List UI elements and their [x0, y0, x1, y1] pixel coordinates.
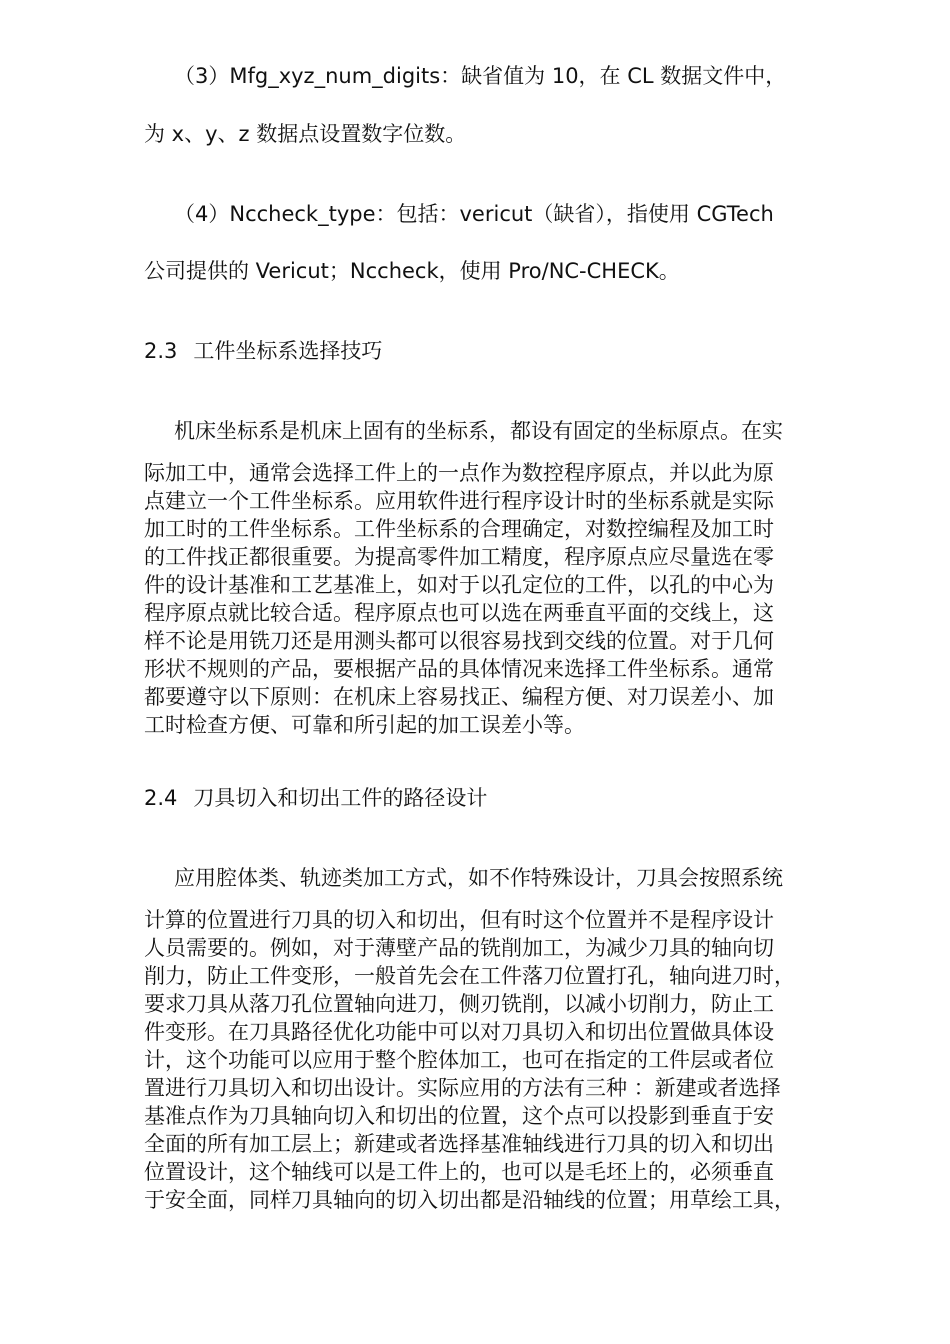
paragraph-line: 件的设计基准和工艺基准上，如对于以孔定位的工件，以孔的中心为: [144, 573, 774, 597]
paragraph-line: 都要遵守以下原则：在机床上容易找正、编程方便、对刀误差小、加: [144, 685, 774, 709]
paragraph-line: 程序原点就比较合适。程序原点也可以选在两垂直平面的交线上，这: [144, 601, 774, 625]
section-title: 刀具切入和切出工件的路径设计: [193, 786, 488, 810]
paragraph-line: 人员需要的。例如，对于薄壁产品的铣削加工，为减少刀具的轴向切: [144, 936, 774, 960]
param-4-line-2: 公司提供的 Vericut；Nccheck，使用 Pro/NC-CHECK。: [144, 259, 680, 283]
paragraph-line: 位置设计，这个轴线可以是工件上的，也可以是毛坯上的，必须垂直: [144, 1160, 774, 1184]
section-number: 2.3: [144, 339, 178, 363]
paragraph-line: 于安全面，同样刀具轴向的切入切出都是沿轴线的位置；用草绘工具，: [144, 1188, 795, 1212]
section-number: 2.4: [144, 786, 178, 810]
paragraph-line: 计算的位置进行刀具的切入和切出，但有时这个位置并不是程序设计: [144, 908, 774, 932]
section-title: 工件坐标系选择技巧: [193, 339, 383, 363]
paragraph-line: 应用腔体类、轨迹类加工方式，如不作特殊设计，刀具会按照系统: [174, 866, 783, 890]
param-3-line-1: （3）Mfg_xyz_num_digits：缺省值为 10，在 CL 数据文件中，: [174, 64, 787, 88]
paragraph-line: 形状不规则的产品，要根据产品的具体情况来选择工件坐标系。通常: [144, 657, 774, 681]
paragraph-line: 全面的所有加工层上；新建或者选择基准轴线进行刀具的切入和切出: [144, 1132, 774, 1156]
param-4-line-1: （4）Nccheck_type：包括：vericut（缺省），指使用 CGTech: [174, 202, 774, 226]
section-2-4-heading: [144, 783, 487, 813]
paragraph-line: 点建立一个工件坐标系。应用软件进行程序设计时的坐标系就是实际: [144, 489, 774, 513]
section-2-3-heading: [144, 336, 382, 366]
paragraph-line: 样不论是用铣刀还是用测头都可以很容易找到交线的位置。对于几何: [144, 629, 774, 653]
paragraph-line: 工时检查方便、可靠和所引起的加工误差小等。: [144, 713, 585, 737]
paragraph-line: 计，这个功能可以应用于整个腔体加工，也可在指定的工件层或者位: [144, 1048, 774, 1072]
paragraph-line: 机床坐标系是机床上固有的坐标系，都设有固定的坐标原点。在实: [174, 419, 783, 443]
paragraph-line: 加工时的工件坐标系。工件坐标系的合理确定，对数控编程及加工时: [144, 517, 774, 541]
paragraph-line: 的工件找正都很重要。为提高零件加工精度，程序原点应尽量选在零: [144, 545, 774, 569]
paragraph-line: 基准点作为刀具轴向切入和切出的位置，这个点可以投影到垂直于安: [144, 1104, 774, 1128]
paragraph-line: 件变形。在刀具路径优化功能中可以对刀具切入和切出位置做具体设: [144, 1020, 774, 1044]
param-3-line-2: 为 x、y、z 数据点设置数字位数。: [144, 122, 467, 146]
paragraph-line: 际加工中，通常会选择工件上的一点作为数控程序原点，并以此为原: [144, 461, 774, 485]
paragraph-line: 置进行刀具切入和切出设计。实际应用的方法有三种 ：新建或者选择: [144, 1076, 781, 1100]
paragraph-line: 要求刀具从落刀孔位置轴向进刀，侧刃铣削，以减小切削力，防止工: [144, 992, 774, 1016]
paragraph-line: 削力，防止工件变形，一般首先会在工件落刀位置打孔，轴向进刀时，: [144, 964, 795, 988]
